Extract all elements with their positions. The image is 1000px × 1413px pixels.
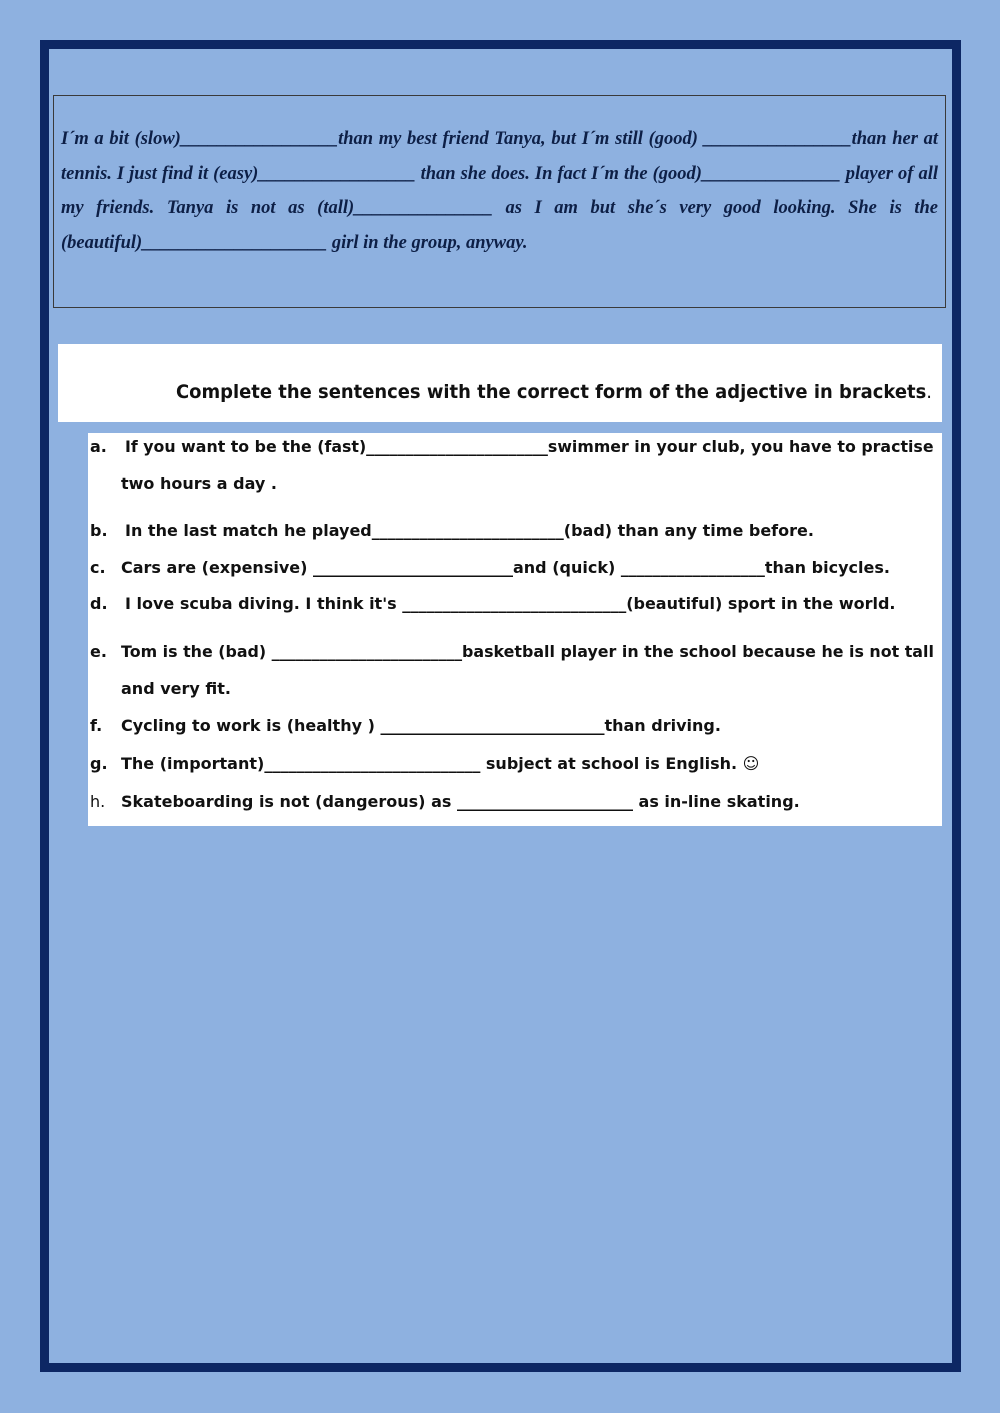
- exercise-letter: f.: [90, 716, 103, 735]
- exercise-text-continued: two hours a day .: [121, 474, 277, 493]
- exercise-letter: e.: [90, 642, 107, 661]
- exercise-text: Tom is the (bad) ________________________basketball player in the school because he is not tall: [121, 642, 934, 661]
- exercise-text: I love scuba diving. I think it's ____________________________(beautiful) sport in the world.: [125, 594, 896, 613]
- instruction-box: [58, 344, 942, 422]
- sentences-list: [88, 433, 942, 826]
- exercise-letter: b.: [90, 521, 108, 540]
- exercise-letter: d.: [90, 594, 108, 613]
- paragraph-exercise-box: [53, 95, 946, 308]
- instruction-text: [176, 381, 932, 403]
- exercise-letter: a.: [90, 437, 107, 456]
- exercise-text: In the last match he played________________________(bad) than any time before.: [125, 521, 814, 540]
- instruction-label: Complete the sentences with the correct form of the adjective in brackets: [176, 381, 927, 403]
- exercise-text: If you want to be the (fast)_______________________swimmer in your club, you have to practise: [125, 437, 934, 456]
- exercise-letter: c.: [90, 558, 106, 577]
- exercise-letter: h.: [90, 792, 106, 811]
- exercise-text: Skateboarding is not (dangerous) as ______________________ as in-line skating.: [121, 792, 800, 811]
- exercise-text: Cycling to work is (healthy ) ____________________________than driving.: [121, 716, 721, 735]
- exercise-text: Cars are (expensive) _________________________and (quick) __________________than bicycles.: [121, 558, 890, 577]
- instruction-period: .: [926, 381, 932, 403]
- paragraph-exercise-text: I´m a bit (slow)_________________than my best friend Tanya, but I´m still (good) ________________than her at tennis. I just find it (easy)_________________ than she does. In fact I´m the (good)_______________ player of all my friends. Tanya is not as (tall)_______________ as I am but she´s very good looking. She is the (beautiful)____________________ girl in the group, anyway.: [61, 129, 938, 253]
- exercise-letter: g.: [90, 754, 108, 773]
- exercise-text: The (important)___________________________ subject at school is English. ☺: [121, 754, 760, 773]
- exercise-text-continued: and very fit.: [121, 679, 231, 698]
